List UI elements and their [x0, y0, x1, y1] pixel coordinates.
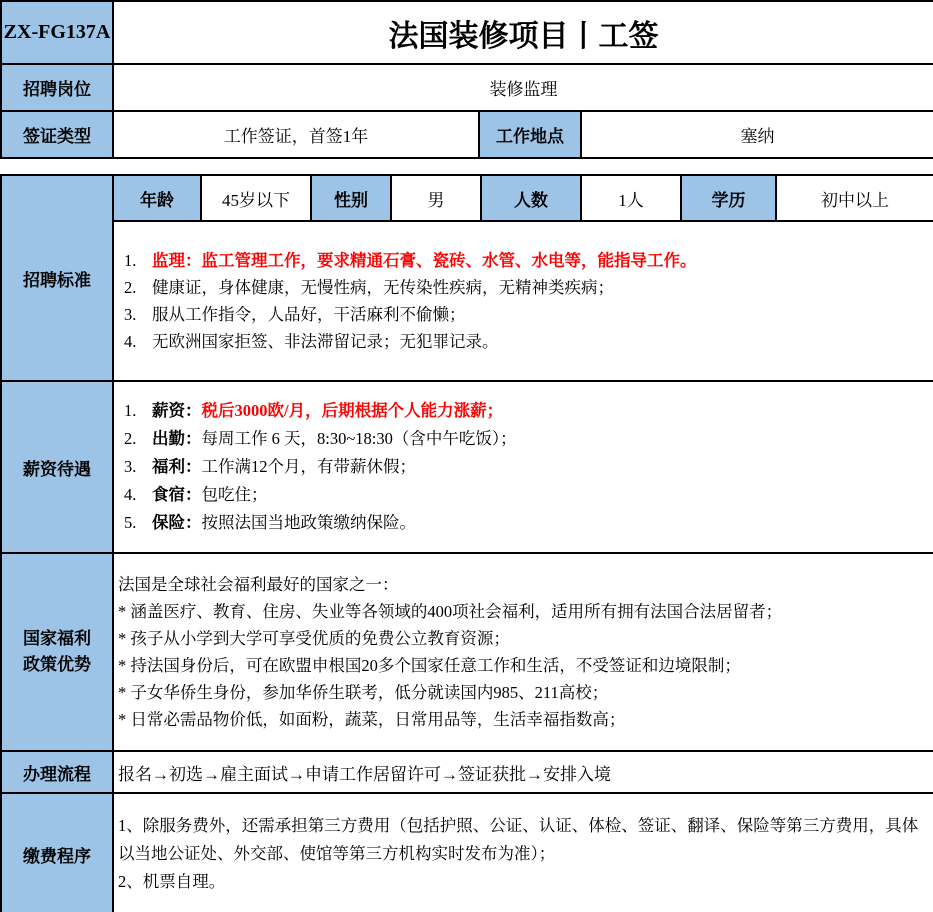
- welfare-item: * 涵盖医疗、教育、住房、失业等各领域的400项社会福利，适用所有拥有法国合法居留者；: [118, 602, 783, 621]
- position-row: [1, 64, 933, 111]
- project-code: ZX-FG137A: [1, 1, 113, 64]
- recruit-criteria-row: [1, 221, 933, 381]
- welfare-item: * 持法国身份后，可在欧盟申根国20多个国家任意工作和生活，不受签证和边境限制；: [118, 656, 741, 675]
- item-term: 保险：: [152, 513, 202, 532]
- gender-label: 性别: [311, 175, 391, 221]
- age-label: 年龄: [113, 175, 201, 221]
- education-label: 学历: [681, 175, 776, 221]
- item-detail: 税后3000欧/月，后期根据个人能力涨薪；: [201, 401, 504, 420]
- gender-value: 男: [391, 175, 481, 221]
- item-text: [152, 481, 268, 509]
- welfare-item: * 子女华侨生身份，参加华侨生联考，低分就读国内985、211高校；: [118, 683, 609, 702]
- item-text: 服从工作指令，人品好，干活麻利不偷懒；: [152, 305, 466, 324]
- item-detail: 每周工作 6 天，8:30~18:30（含中午吃饭）；: [201, 429, 517, 448]
- item-text: [152, 425, 517, 453]
- item-text: 健康证，身体健康，无慢性病，无传染性疾病，无精神类疾病；: [152, 278, 614, 297]
- list-item: [124, 453, 923, 481]
- item-number: 1.: [124, 251, 137, 270]
- item-term: 薪资：: [152, 401, 202, 420]
- headcount-value: 1人: [581, 175, 681, 221]
- item-term: 食宿：: [152, 485, 202, 504]
- page-title: 法国装修项目丨工签: [113, 1, 933, 64]
- item-number: 2.: [124, 278, 137, 297]
- table-gap: [0, 159, 933, 174]
- process-row: [1, 751, 933, 793]
- salary-row: [1, 381, 933, 553]
- item-detail: 工作满12个月，有带薪休假；: [201, 457, 416, 476]
- position-value: 装修监理: [113, 64, 933, 111]
- welfare-item: * 日常必需品物价低，如面粉，蔬菜，日常用品等，生活幸福指数高；: [118, 710, 626, 729]
- welfare-label-line2: 政策优势: [23, 655, 91, 674]
- process-content: 报名→初选→雇主面试→申请工作居留许可→签证获批→安排入境: [113, 751, 933, 793]
- headcount-label: 人数: [481, 175, 581, 221]
- recruit-criteria-content: [113, 221, 933, 381]
- salary-label: 薪资待遇: [1, 381, 113, 553]
- item-term: 福利：: [152, 457, 202, 476]
- list-item: [124, 328, 923, 355]
- list-item: [124, 274, 923, 301]
- list-item: [124, 247, 923, 274]
- item-number: 3.: [124, 305, 137, 324]
- age-value: 45岁以下: [201, 175, 311, 221]
- item-number: 2.: [124, 429, 137, 448]
- item-detail: 包吃住；: [201, 485, 268, 504]
- item-text: 无欧洲国家拒签、非法滞留记录；无犯罪记录。: [152, 332, 499, 351]
- item-term: 出勤：: [152, 429, 202, 448]
- visa-type-label: 签证类型: [1, 111, 113, 158]
- list-item: [124, 509, 923, 537]
- welfare-intro: 法国是全球社会福利最好的国家之一：: [118, 575, 399, 594]
- recruit-criteria-label: 招聘标准: [1, 175, 113, 381]
- item-text: [152, 453, 416, 481]
- payment-content: [113, 793, 933, 912]
- item-text: [152, 397, 503, 425]
- position-label: 招聘岗位: [1, 64, 113, 111]
- payment-item: 1、除服务费外，还需承担第三方费用（包括护照、公证、认证、体检、签证、翻译、保险等第三方费用，具体以当地公证处、外交部、使馆等第三方机构实时发布为准）；: [118, 816, 919, 863]
- payment-row: [1, 793, 933, 912]
- work-location-value: 塞纳: [581, 111, 933, 158]
- list-item: [124, 301, 923, 328]
- visa-type-value: 工作签证，首签1年: [113, 111, 479, 158]
- payment-item: 2、机票自理。: [118, 872, 226, 891]
- item-text: 监理：监工管理工作，要求精通石膏、瓷砖、水管、水电等，能指导工作。: [152, 251, 697, 270]
- item-detail: 按照法国当地政策缴纳保险。: [201, 513, 416, 532]
- list-item: [124, 481, 923, 509]
- salary-content: [113, 381, 933, 553]
- list-item: [124, 425, 923, 453]
- welfare-label-line1: 国家福利: [23, 629, 91, 648]
- details-table: [0, 174, 933, 912]
- item-number: 4.: [124, 485, 137, 504]
- visa-location-row: [1, 111, 933, 158]
- title-row: [1, 1, 933, 64]
- welfare-content: [113, 553, 933, 751]
- item-number: 5.: [124, 513, 137, 532]
- welfare-label: [1, 553, 113, 751]
- list-item: [124, 397, 923, 425]
- welfare-item: * 孩子从小学到大学可享受优质的免费公立教育资源；: [118, 629, 510, 648]
- payment-label: 缴费程序: [1, 793, 113, 912]
- item-number: 3.: [124, 457, 137, 476]
- item-text: [152, 509, 416, 537]
- header-table: [0, 0, 933, 159]
- item-number: 4.: [124, 332, 137, 351]
- education-value: 初中以上: [776, 175, 933, 221]
- attributes-row: [1, 175, 933, 221]
- item-number: 1.: [124, 401, 137, 420]
- process-label: 办理流程: [1, 751, 113, 793]
- work-location-label: 工作地点: [479, 111, 581, 158]
- welfare-row: [1, 553, 933, 751]
